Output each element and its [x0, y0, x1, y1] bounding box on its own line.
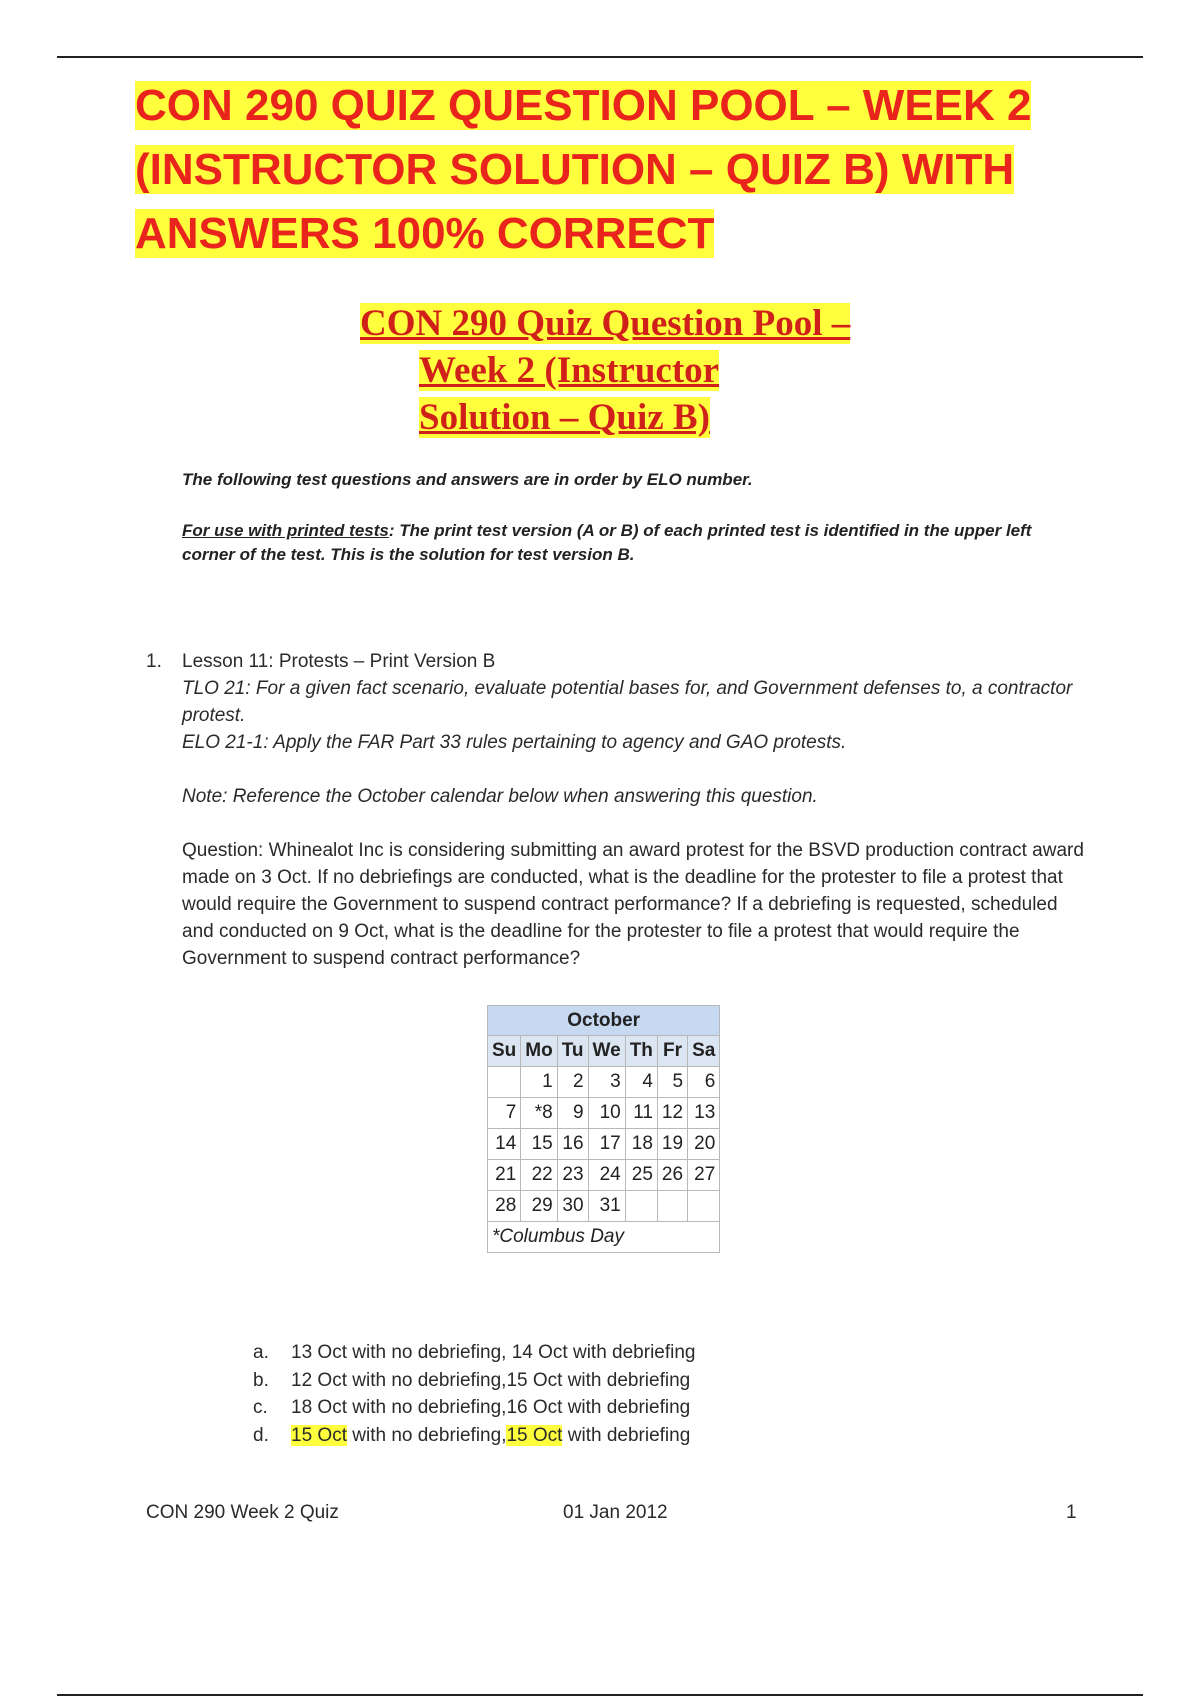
answer-text: with debriefing	[562, 1424, 691, 1446]
calendar-day-cell: 17	[588, 1129, 625, 1160]
document-banner-title	[135, 74, 1085, 266]
calendar-week-row	[488, 1191, 720, 1222]
bottom-rule	[57, 1694, 1143, 1696]
calendar-day-cell: 14	[488, 1129, 521, 1160]
banner-line: (INSTRUCTOR SOLUTION – QUIZ B) WITH	[135, 145, 1015, 194]
subtitle-line: Solution – Quiz B)	[419, 397, 710, 438]
calendar-day-cell	[657, 1191, 687, 1222]
calendar-day-cell: 22	[521, 1160, 557, 1191]
calendar-week-row	[488, 1067, 720, 1098]
calendar-day-cell: 30	[557, 1191, 588, 1222]
calendar-day-cell: 19	[657, 1129, 687, 1160]
calendar-day-cell: 12	[657, 1098, 687, 1129]
intro-order-note: The following test questions and answers are in order by ELO number.	[182, 470, 753, 489]
calendar-footnote: *Columbus Day	[488, 1222, 720, 1253]
question-note: Note: Reference the October calendar below when answering this question.	[182, 786, 818, 807]
calendar-day-cell: 16	[557, 1129, 588, 1160]
printed-tests-text: : The print test version (A or B) of each printed test is identified in the upper left corner of the test. This is the solution for test version B.	[182, 521, 1032, 564]
calendar-day-cell: 26	[657, 1160, 687, 1191]
answer-highlighted-text: 15 Oct	[506, 1424, 563, 1446]
answer-text: 13 Oct with no debriefing, 14 Oct with debriefing	[291, 1342, 696, 1363]
footer-page-number: 1	[1066, 1502, 1077, 1523]
calendar-day-cell: 25	[625, 1160, 657, 1191]
top-rule	[57, 56, 1143, 58]
answer-text: 12 Oct with no debriefing,15 Oct with debriefing	[291, 1369, 691, 1391]
october-calendar	[487, 1005, 720, 1253]
question-block	[146, 648, 1086, 972]
calendar-day-cell: 29	[521, 1191, 557, 1222]
calendar-day-cell: 28	[488, 1191, 521, 1222]
answer-text: with no debriefing,	[346, 1424, 507, 1446]
answer-choice	[253, 1367, 696, 1395]
subtitle-line: CON 290 Quiz Question Pool –	[360, 303, 851, 344]
calendar-day-cell: 24	[588, 1160, 625, 1191]
answer-choice	[253, 1422, 696, 1450]
calendar-day-cell	[625, 1191, 657, 1222]
calendar-day-cell: 13	[688, 1098, 720, 1129]
answer-letter: b.	[253, 1369, 269, 1391]
intro-printed-tests-note	[182, 519, 1082, 567]
question-lesson: Lesson 11: Protests – Print Version B	[182, 651, 496, 672]
calendar-day-cell: 11	[625, 1098, 657, 1129]
answer-text: 18 Oct with no debriefing,16 Oct with debriefing	[291, 1397, 691, 1418]
subtitle-line: Week 2 (Instructor	[419, 350, 720, 391]
calendar-day-cell: 31	[588, 1191, 625, 1222]
question-tlo: TLO 21: For a given fact scenario, evaluate potential bases for, and Government defenses to, a contractor protest.	[182, 678, 1073, 726]
answer-choice	[253, 1394, 696, 1422]
calendar-day-cell: 4	[625, 1067, 657, 1098]
calendar-day-cell: 2	[557, 1067, 588, 1098]
calendar-body	[488, 1067, 720, 1222]
calendar-day-cell: 15	[521, 1129, 557, 1160]
answer-letter: a.	[253, 1342, 269, 1363]
calendar-day-cell	[488, 1067, 521, 1098]
calendar-day-cell: *8	[521, 1098, 557, 1129]
footer-center: 01 Jan 2012	[563, 1502, 668, 1523]
calendar-day-cell: 6	[688, 1067, 720, 1098]
calendar-day-cell: 21	[488, 1160, 521, 1191]
banner-line: CON 290 QUIZ QUESTION POOL – WEEK 2	[135, 81, 1032, 130]
calendar-week-row	[488, 1129, 720, 1160]
question-elo: ELO 21-1: Apply the FAR Part 33 rules pertaining to agency and GAO protests.	[182, 732, 847, 753]
calendar-day-cell	[688, 1191, 720, 1222]
question-text: Question: Whinealot Inc is considering submitting an award protest for the BSVD production contract award made on 3 Oct. If no debriefings are conducted, what is the deadline for the protester to file a protest that would require the Government to suspend contract performance? If a debriefing is requested, scheduled and conducted on 9 Oct, what is the deadline for the protester to file a protest that would require the Government to suspend contract performance?	[182, 840, 1084, 969]
calendar-day-cell: 27	[688, 1160, 720, 1191]
calendar-weekday: Sa	[688, 1036, 720, 1067]
calendar-day-cell: 10	[588, 1098, 625, 1129]
answer-letter: d.	[253, 1424, 269, 1446]
calendar-day-cell: 7	[488, 1098, 521, 1129]
calendar-weekday: Th	[625, 1036, 657, 1067]
calendar-day-cell: 5	[657, 1067, 687, 1098]
calendar-day-cell: 9	[557, 1098, 588, 1129]
calendar-month: October	[488, 1006, 720, 1036]
calendar-weekday: Su	[488, 1036, 521, 1067]
calendar-weekday: Tu	[557, 1036, 588, 1067]
calendar-week-row	[488, 1160, 720, 1191]
calendar-day-cell: 18	[625, 1129, 657, 1160]
calendar-day-cell: 1	[521, 1067, 557, 1098]
answer-highlighted-text: 15 Oct	[291, 1424, 347, 1446]
document-subtitle	[360, 300, 920, 441]
calendar-weekday: We	[588, 1036, 625, 1067]
calendar-weekday: Mo	[521, 1036, 557, 1067]
calendar-week-row	[488, 1098, 720, 1129]
calendar-day-cell: 20	[688, 1129, 720, 1160]
calendar-day-cell: 3	[588, 1067, 625, 1098]
question-number: 1.	[146, 651, 162, 672]
answer-letter: c.	[253, 1397, 268, 1418]
calendar-weekday: Fr	[657, 1036, 687, 1067]
calendar-day-cell: 23	[557, 1160, 588, 1191]
banner-line: ANSWERS 100% CORRECT	[135, 209, 715, 258]
answer-choices	[253, 1339, 696, 1449]
printed-tests-label: For use with printed tests	[182, 521, 389, 540]
calendar-weekday-row	[488, 1036, 720, 1067]
answer-choice	[253, 1339, 696, 1367]
footer-left: CON 290 Week 2 Quiz	[146, 1502, 339, 1523]
